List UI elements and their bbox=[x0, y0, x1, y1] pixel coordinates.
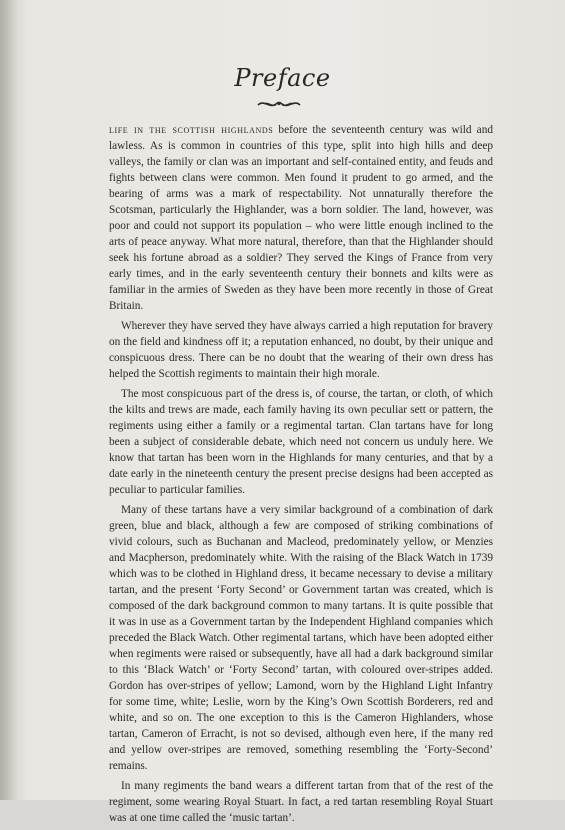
scroll-flourish-icon bbox=[256, 98, 302, 110]
paragraph-text: before the seventeenth century was wild and lawless. As is common in countries of this type, split into high hills and deep valleys, the family or clan was an important and self-contained entity, and feuds and fights between clans were common. Men found it prudent to go armed, and the bearing of arms was a mark of respectability. Not unnaturally therefore the Scotsman, particularly the Highlander, was a born soldier. The land, however, was poor and could not support its population – who were little enough inclined to the arts of peace anyway. What more natural, therefore, than that the Highlander should seek his fortune abroad as a soldier? They served the Kings of France from very early times, and in the early seventeenth century their bonnets and kilts were as familiar in the armies of Sweden as they have been more recently in those of Great Britain. bbox=[109, 124, 493, 312]
paragraph bbox=[109, 122, 493, 314]
paragraph-lead: life in the scottish highlands bbox=[109, 124, 274, 136]
spine-shadow bbox=[0, 0, 18, 800]
page-title: Preface bbox=[234, 64, 331, 92]
paragraph: Wherever they have served they have always carried a high reputation for bravery on the field and kindness off it; a reputation enhanced, no doubt, by their unique and conspicuous dress. There can be no doubt that the wearing of their own dress has helped the Scottish regiments to maintain their high morale. bbox=[109, 320, 493, 380]
paragraph: The most conspicuous part of the dress is, of course, the tartan, or cloth, of which the kilts and trews are made, each family having its own peculiar sett or pattern, the regiments using either a family or a regimental tartan. Clan tartans have for long been a subject of considerable debate, which need not concern us unduly here. We know that tartan has been worn in the Highlands for many centuries, and that by a date early in the nineteenth century the present precise designs had been accepted as peculiar to particular families. bbox=[109, 388, 493, 496]
paragraph: In many regiments the band wears a different tartan from that of the rest of the regiment, some wearing Royal Stuart. In fact, a red tartan resembling Royal Stuart was at one time called the ‘music tartan’. bbox=[109, 780, 493, 824]
paragraph: Many of these tartans have a very similar background of a combination of dark green, blue and black, although a few are composed of striking combinations of vivid colours, such as Buchanan and Macleod, predominately yellow, or Menzies and Macpherson, predominately white. With the raising of the Black Watch in 1739 which was to be clothed in Highland dress, it became necessary to devise a military tartan, and the present ‘Forty Second’ or Government tartan was created, which is composed of the dark background common to many tartans. It is quite possible that it was in use as a Government tartan by the Independent Highland companies which preceded the Black Watch. Other regimental tartans, which have been adopted either when regiments were raised or subsequently, have all had a dark background similar to this ‘Black Watch’ or ‘Forty Second’ tartan, with coloured over-stripes added. Gordon has over-stripes of yellow; Lamond, worn by the Highland Light Infantry for some time, white; Leslie, worn by the King’s Own Scottish Borderers, red and white, and so on. The one exception to this is the Cameron Highlanders, whose tartan, Cameron of Erracht, is not so devised, although even here, if the many red and yellow over-stripes are removed, something resembling the ‘Forty-Second’ remains. bbox=[109, 504, 493, 772]
preface-body bbox=[109, 122, 493, 830]
